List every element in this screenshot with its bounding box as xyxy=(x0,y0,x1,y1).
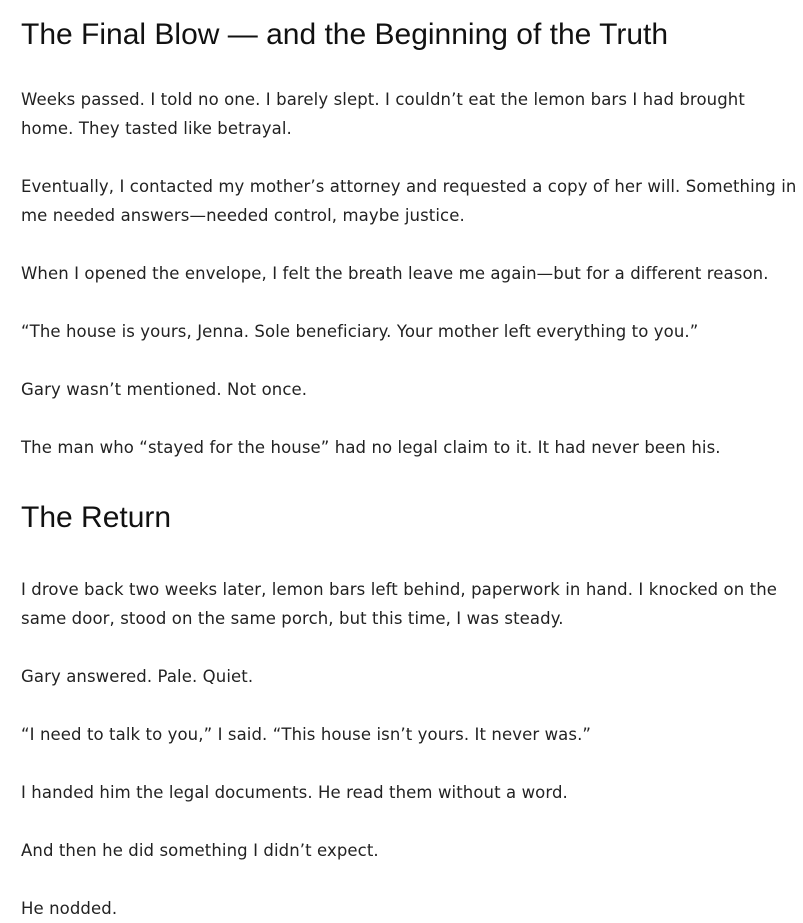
paragraph: I drove back two weeks later, lemon bars left behind, paperwork in hand. I knocked on the same door, stood on the same porch, but this time, I was steady. xyxy=(21,580,778,628)
paragraph: “I need to talk to you,” I said. “This house isn’t yours. It never was.” xyxy=(21,725,592,744)
paragraph: Eventually, I contacted my mother’s attorney and requested a copy of her will. Something in me needed answers—needed control, maybe justice. xyxy=(21,177,797,225)
paragraph: I handed him the legal documents. He read them without a word. xyxy=(21,783,568,802)
section-heading-final-blow: The Final Blow — and the Beginning of the Truth xyxy=(21,18,669,51)
paragraph: Weeks passed. I told no one. I barely slept. I couldn’t eat the lemon bars I had brought home. They tasted like betrayal. xyxy=(21,90,745,138)
paragraph: When I opened the envelope, I felt the breath leave me again—but for a different reason. xyxy=(21,264,769,283)
paragraph: The man who “stayed for the house” had no legal claim to it. It had never been his. xyxy=(21,438,721,457)
paragraph: Gary wasn’t mentioned. Not once. xyxy=(21,380,308,399)
article xyxy=(21,0,799,923)
paragraph: “The house is yours, Jenna. Sole beneficiary. Your mother left everything to you.” xyxy=(21,322,699,341)
paragraph: Gary answered. Pale. Quiet. xyxy=(21,667,254,686)
paragraph: He nodded. xyxy=(21,899,118,918)
paragraph: And then he did something I didn’t expect. xyxy=(21,841,379,860)
section-heading-return: The Return xyxy=(21,501,172,534)
